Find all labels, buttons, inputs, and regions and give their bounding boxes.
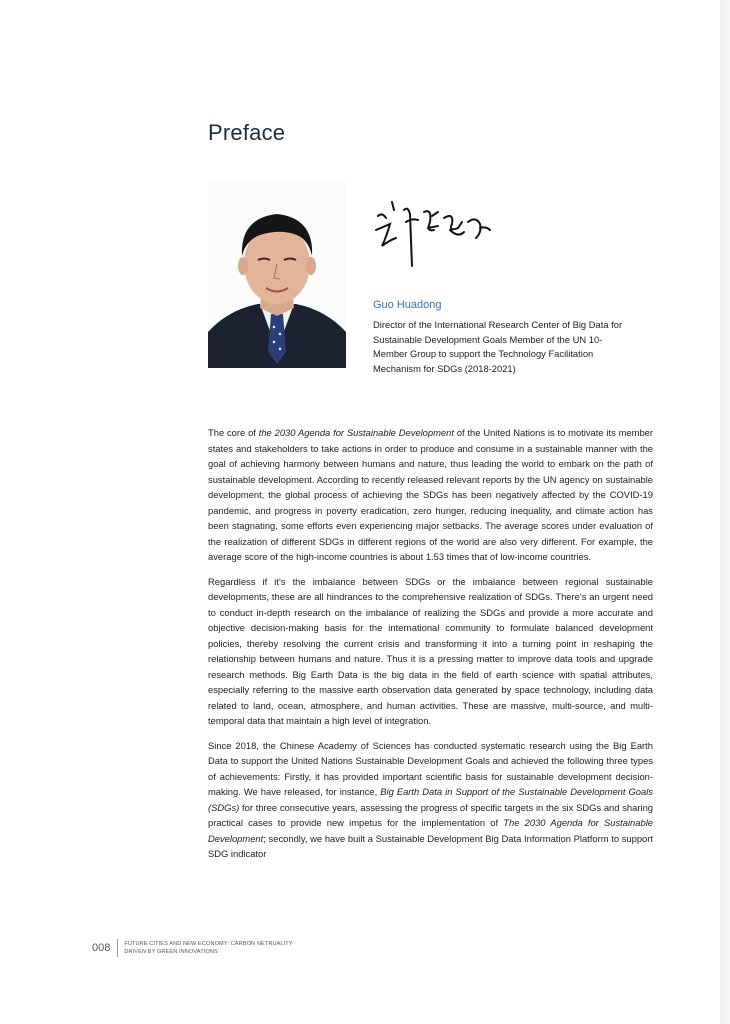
author-description: Director of the International Research Center of Big Data for Sustainable Development Goals Member of the UN 10-Member Group to support the Technology Facilitation Mechanism for SDGs (2018-2021)	[373, 319, 623, 374]
author-name: Guo Huadong	[373, 299, 442, 311]
emphasis: The 2030 Agenda for Sustainable Development	[208, 817, 653, 844]
paragraph-2: Regardless if it's the imbalance between SDGs or the imbalance between regional sustainable developments, these are all hindrances to the comprehensive realization of SDGs. There's an urgent need to conduct in-depth research on the imbalance of realizing the SDGs and provide a more accurate and objective decision-making basis for the international community to formulate balanced development policies, thereby resolving the current crisis and transforming it into a turning point in reshaping the relationship between humans and nature. Thus it is a pressing matter to improve data tools and upgrade research methods. Big Earth Data is the big data in the field of earth science with spatial attributes, especially referring to the massive earth observation data generated by space technology, including data related to land, ocean, atmosphere, and human activities. These are massive, multi-source, and multi-temporal data that maintain a high level of integration.	[208, 575, 653, 726]
paragraph-1: The core of the 2030 Agenda for Sustainable Development of the United Nations is to motivate its member states and stakeholders to take actions in order to produce and consume in a sustainable manner with the goal of achieving harmony between humans and nature, thus leading the world to embark on the path of sustainable development. According to recently released relevant reports by the UN agency on sustainable development, the global process of achieving the SDGs has been negatively affected by the COVID-19 pandemic, and progress in poverty eradication, zero hunger, reducing inequality, and climate action has been stagnating, some efforts even experiencing major setbacks. The average scores under evaluation of the realization of different SDGs in different regions of the world are also very different. For example, the average score of the high-income countries is about 1.53 times that of low-income countries.	[208, 427, 653, 562]
author-signature	[368, 182, 498, 272]
body-text	[208, 425, 653, 871]
page-edge	[720, 0, 730, 1024]
emphasis: the 2030 Agenda for Sustainable Development	[258, 427, 454, 438]
page-number: 008	[92, 942, 111, 954]
publication-title: FUTURE CITIES AND NEW ECONOMY: CARBON NETRUALITY DRIVEN BY GREEN INNOVATIONS	[124, 941, 293, 955]
footer-divider	[117, 939, 118, 957]
emphasis: Big Earth Data in Support of the Sustainable Development Goals (SDGs)	[208, 786, 653, 813]
page-footer	[92, 937, 293, 959]
paragraph-3: Since 2018, the Chinese Academy of Sciences has conducted systematic research using the Big Earth Data to support the United Nations Sustainable Development Goals and achieved the following three types of achievements: Firstly, it has provided important scientific basis for sustainable development decision-making. We have released, for instance, Big Earth Data in Support of the Sustainable Development Goals (SDGs) for three consecutive years, assessing the progress of specific targets in the six SDGs and sharing practical cases to provide new impetus for the implementation of The 2030 Agenda for Sustainable Development; secondly, we have built a Sustainable Development Big Data Information Platform to support SDG indicator	[208, 739, 653, 859]
author-photo	[208, 182, 346, 368]
page-title: Preface	[208, 120, 286, 145]
